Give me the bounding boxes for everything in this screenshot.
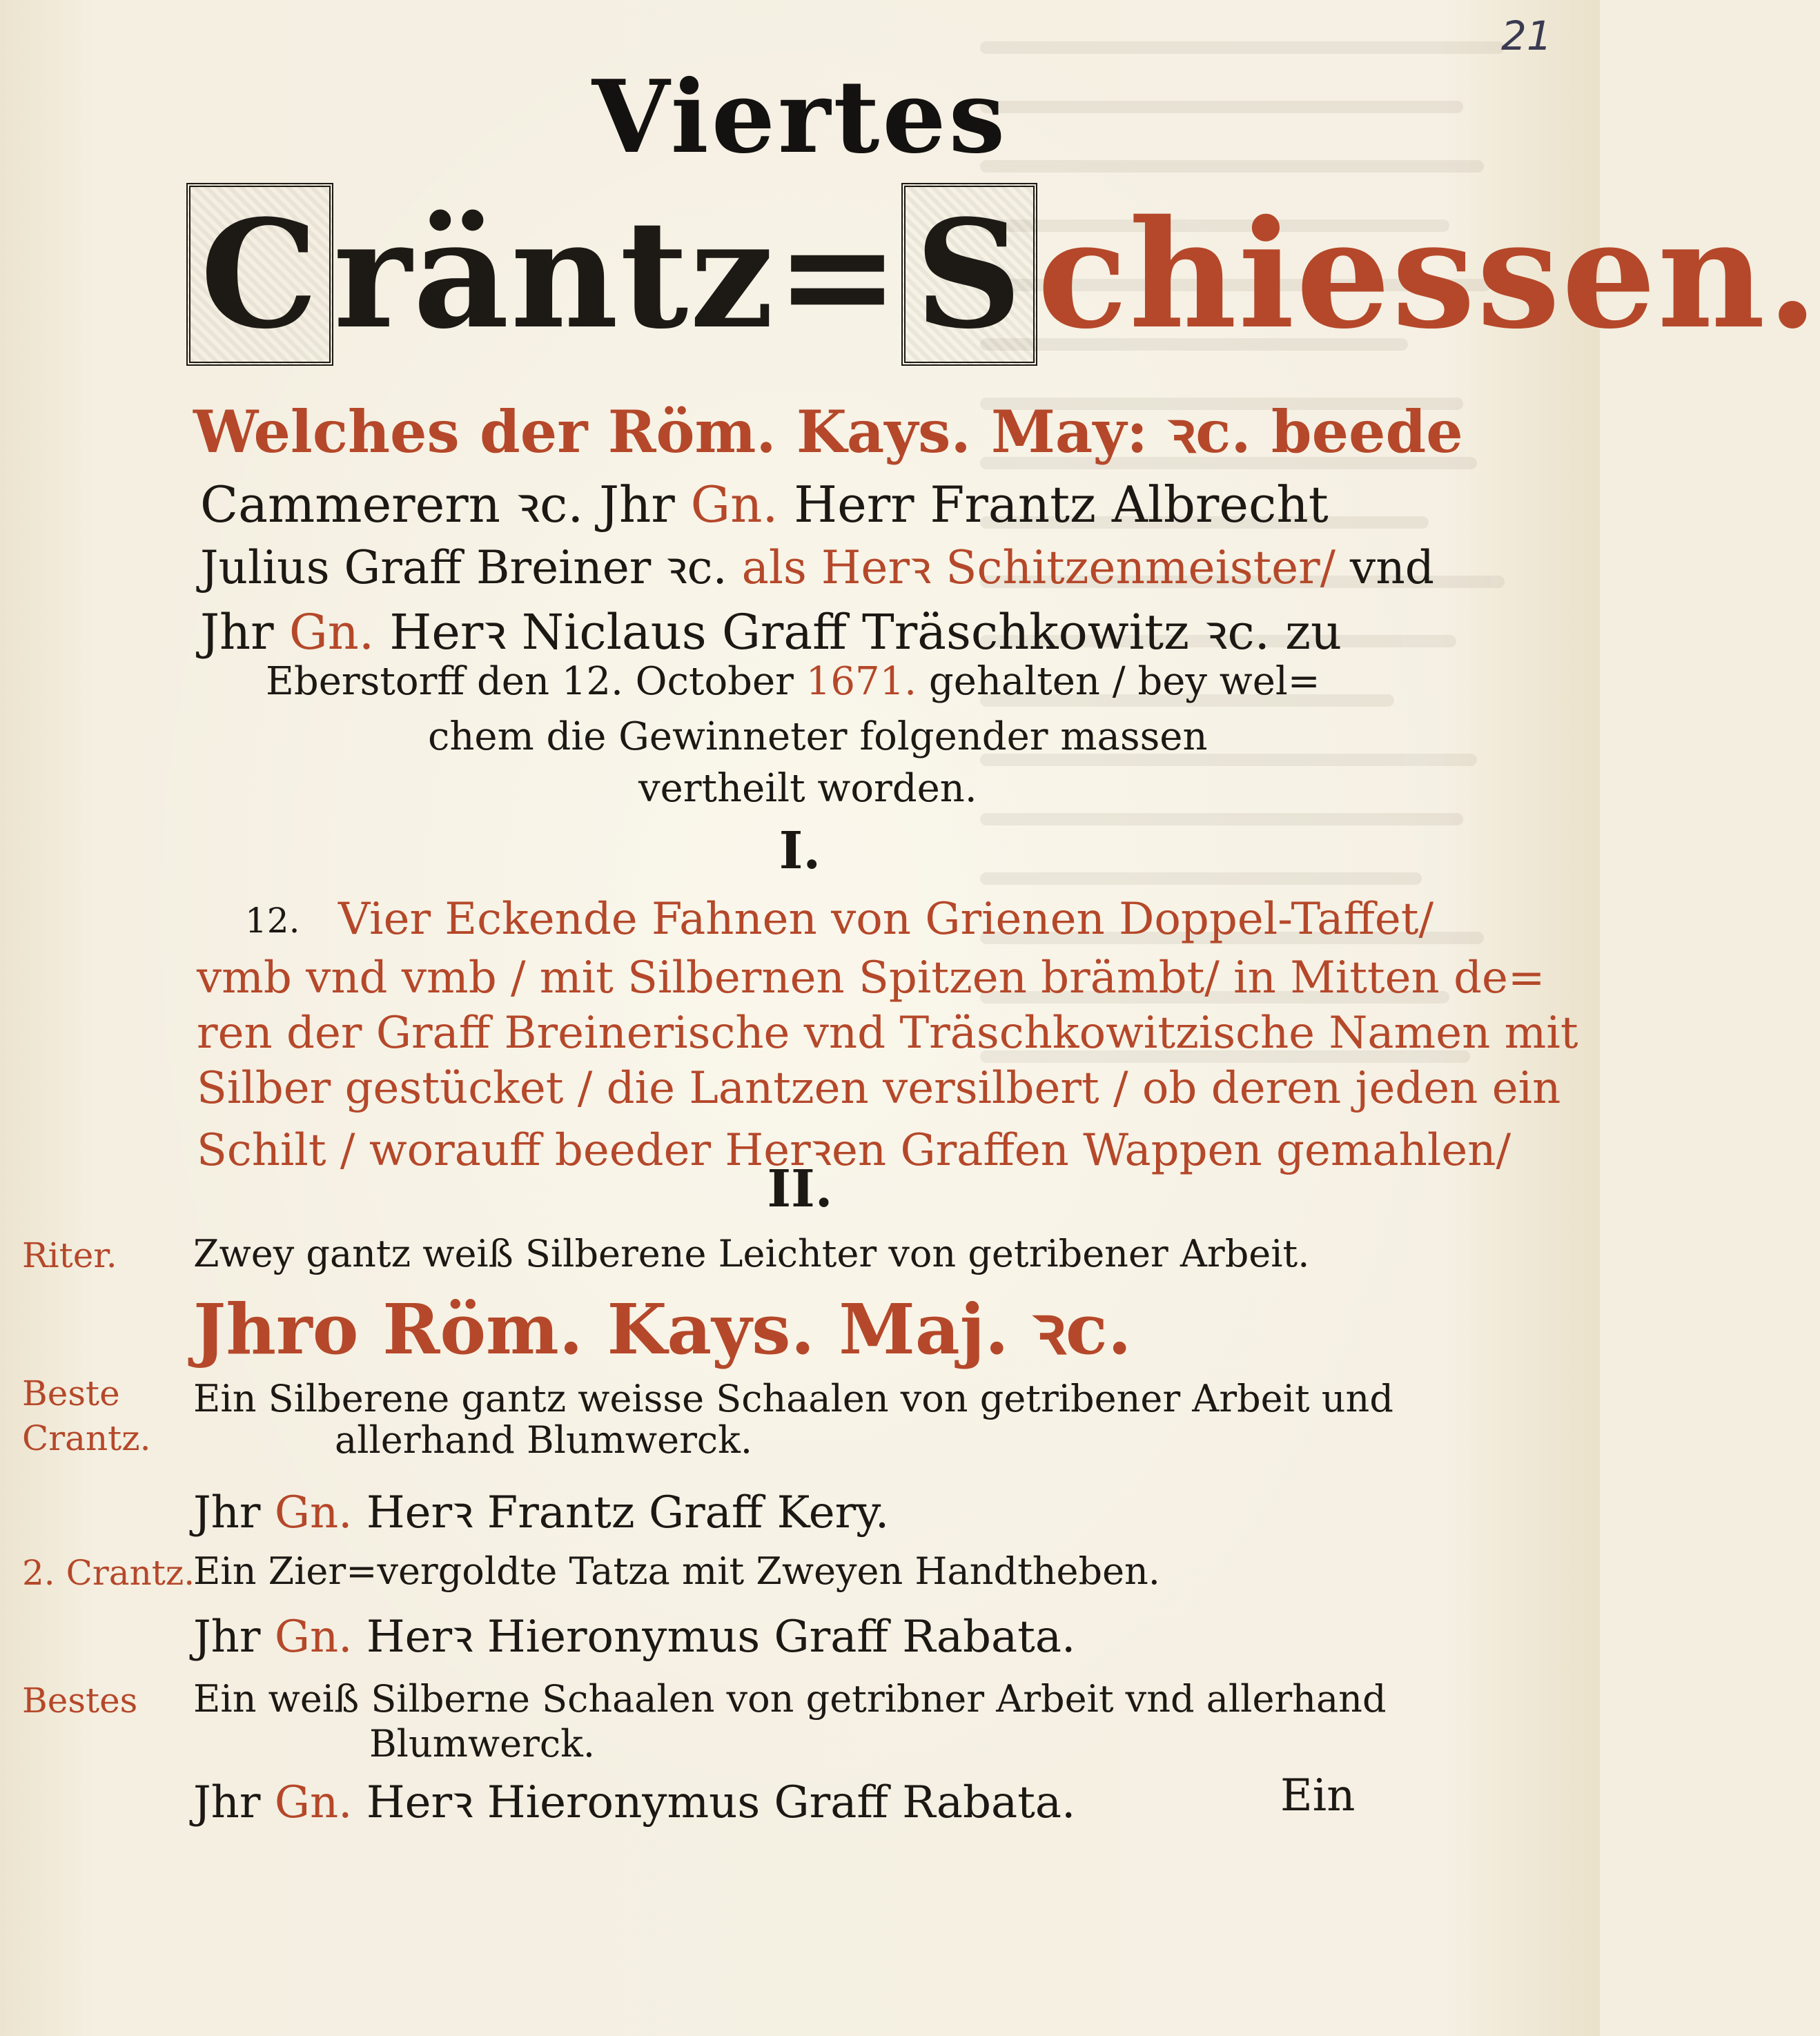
margin-riter: Riter. (22, 1235, 117, 1275)
prize-3-text-line-2: Blumwerck. (369, 1722, 596, 1765)
gn-abbrev: Gn. (274, 1612, 353, 1663)
section-1-line-2: vmb vnd vmb / mit Silbernen Spitzen brämbt/ in Mitten de= (197, 952, 1545, 1004)
riter-prize-text: Zwey gantz weiß Silberene Leichter von getribener Arbeit. (193, 1232, 1310, 1275)
prize-1-winner: Jhr Gn. Herꝛ Frantz Graff Kery. (193, 1487, 890, 1538)
section-1-line-1: Vier Eckende Fahnen von Grienen Doppel-Taffet/ (338, 894, 1434, 945)
section-1-line-4: Silber gestücket / die Lantzen versilbert / ob deren jeden ein (197, 1063, 1561, 1114)
gn-abbrev: Gn. (274, 1777, 353, 1828)
margin-2-crantz: 2. Crantz. (22, 1553, 195, 1593)
prize-3-winner: Jhr Gn. Herꝛ Hieronymus Graff Rabata. (193, 1777, 1076, 1828)
margin-beste: Beste (22, 1373, 120, 1413)
title-crantz-rest: räntz= (333, 187, 901, 362)
title-schiessen-rest: chiessen. (1037, 187, 1820, 362)
intro-line-7: vertheilt worden. (638, 766, 977, 811)
intro-line-2: Cammerern ꝛc. Jhr Gn. Herr Frantz Albrecht (200, 476, 1329, 534)
schitzenmeister-red: als Herꝛ Schitzenmeister/ (741, 541, 1335, 594)
section-numeral-2: II. (767, 1159, 833, 1219)
subtitle: Welches der Röm. Kays. May: ꝛc. beede (193, 398, 1463, 466)
year-red: 1671. (805, 659, 917, 704)
prize-3-text-line-1: Ein weiß Silberne Schaalen von getribner Arbeit vnd allerhand (193, 1677, 1387, 1721)
section-1-line-3: ren der Graff Breinerische vnd Träschkowitzische Namen mit (197, 1008, 1578, 1059)
prize-2-winner: Jhr Gn. Herꝛ Hieronymus Graff Rabata. (193, 1612, 1076, 1663)
decorated-initial-c: C (186, 183, 333, 366)
decorated-initial-s: S (901, 183, 1037, 366)
title-crantz-schiessen (186, 183, 1820, 366)
margin-bestes: Bestes (22, 1681, 138, 1721)
section-1-line-5: Schilt / worauff beeder Herꝛen Graffen Wappen gemahlen/ (197, 1125, 1511, 1176)
page-number: 21 (1501, 12, 1552, 59)
intro-line-4: Jhr Gn. Herꝛ Niclaus Graff Träschkowitz ꝛc. zu (200, 604, 1342, 660)
section-numeral-1: I. (779, 821, 821, 881)
prize-1-text-line-1: Ein Silberene gantz weisse Schaalen von getribener Arbeit und (193, 1377, 1393, 1420)
riter-winner-emperor: Jhro Röm. Kays. Maj. ꝛc. (193, 1289, 1132, 1370)
prize-2-text: Ein Zier=vergoldte Tatza mit Zweyen Handtheben. (193, 1549, 1160, 1593)
intro-line-6: chem die Gewinneter folgender massen (428, 714, 1208, 759)
intro-line-3: Julius Graff Breiner ꝛc. als Herꝛ Schitzenmeister/ vnd (200, 541, 1434, 594)
catchword: Ein (1280, 1770, 1356, 1821)
margin-crantz: Crantz. (22, 1418, 151, 1458)
intro-line-5: Eberstorff den 12. October 1671. gehalten / bey wel= (266, 659, 1320, 704)
gn-abbrev: Gn. (288, 604, 375, 660)
prize-1-text-line-2: allerhand Blumwerck. (335, 1418, 753, 1462)
title-viertes: Viertes (591, 59, 1008, 176)
gn-abbrev: Gn. (274, 1487, 353, 1538)
prize-count: 12. (245, 901, 300, 941)
gn-abbrev: Gn. (690, 476, 779, 534)
